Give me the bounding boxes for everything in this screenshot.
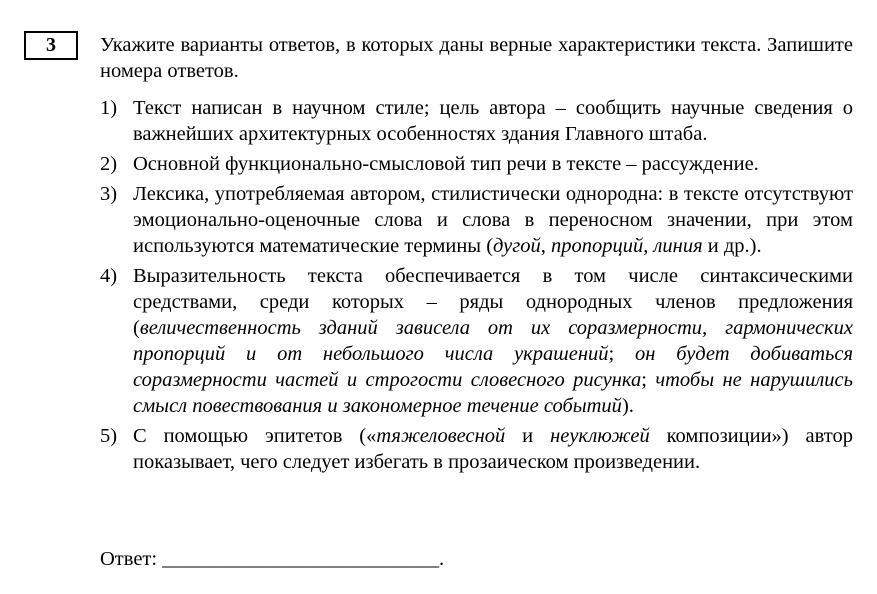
option-number: 1) (100, 97, 118, 119)
option-number: 3) (100, 183, 118, 205)
answer-field[interactable] (100, 546, 444, 572)
option-text-italic: неуклюжей (550, 425, 650, 447)
option-text-italic: пропорций (550, 235, 644, 257)
task-number-box (24, 31, 78, 60)
option-item (100, 151, 853, 177)
option-text-part: и (505, 425, 551, 447)
option-text-part: , (643, 235, 654, 257)
task-content (100, 32, 853, 479)
option-text-part: Лексика, употребляемая автором, стилистически однородна: в тексте отсутствуют эмоционально-оценочные слова и слова в переносном значении, при этом используются математические термины ( (133, 183, 853, 257)
option-text (133, 263, 853, 419)
option-text-part: Выразительность текста обеспечивается в том числе синтаксическими средствами, среди которых – ряды однородных членов предложения ( (133, 265, 853, 339)
option-number: 4) (100, 265, 118, 287)
option-text-part: ; (608, 343, 635, 365)
option-text-part: и др.). (702, 235, 762, 257)
option-text-part: композиции») автор показывает, чего следует избегать в прозаическом произведении. (133, 425, 853, 473)
option-text (133, 95, 853, 147)
option-item (100, 263, 853, 419)
option-text-part: ). (621, 395, 634, 417)
option-text (133, 151, 853, 177)
option-text-italic: тяжеловесной (376, 425, 506, 447)
option-item (100, 181, 853, 259)
option-text-part: С помощью эпитетов (« (133, 425, 377, 447)
answer-options-list (100, 95, 853, 475)
option-text-part: ; (641, 369, 656, 391)
option-item (100, 95, 853, 147)
option-text (133, 423, 853, 475)
option-text (133, 181, 853, 259)
answer-label: Ответ: ___________________________. (100, 548, 445, 570)
task-instruction: Укажите варианты ответов, в которых даны верные характеристики текста. Запишите номера ответов. (100, 34, 853, 82)
task-number: 3 (46, 34, 56, 56)
option-item (100, 423, 853, 475)
option-text-italic: он будет добиваться соразмерности частей и строгости словесного рисунка (133, 343, 853, 391)
option-text-part: Основной функционально-смысловой тип речи в тексте – рассуждение. (133, 153, 759, 175)
option-text-italic: величественность зданий зависела от их соразмерности, гармонических пропорций и от небольшого числа украшений (133, 317, 853, 365)
option-text-italic: линия (653, 235, 703, 257)
option-text-italic: дугой (493, 235, 541, 257)
option-number: 5) (100, 425, 118, 447)
option-text-italic: чтобы не нарушились смысл повествования и закономерное течение событий (133, 369, 853, 417)
option-text-part: , (540, 235, 551, 257)
option-text-part: Текст написан в научном стиле; цель автора – сообщить научные сведения о важнейших архитектурных особенностях здания Главного штаба. (133, 97, 853, 145)
option-number: 2) (100, 153, 118, 175)
